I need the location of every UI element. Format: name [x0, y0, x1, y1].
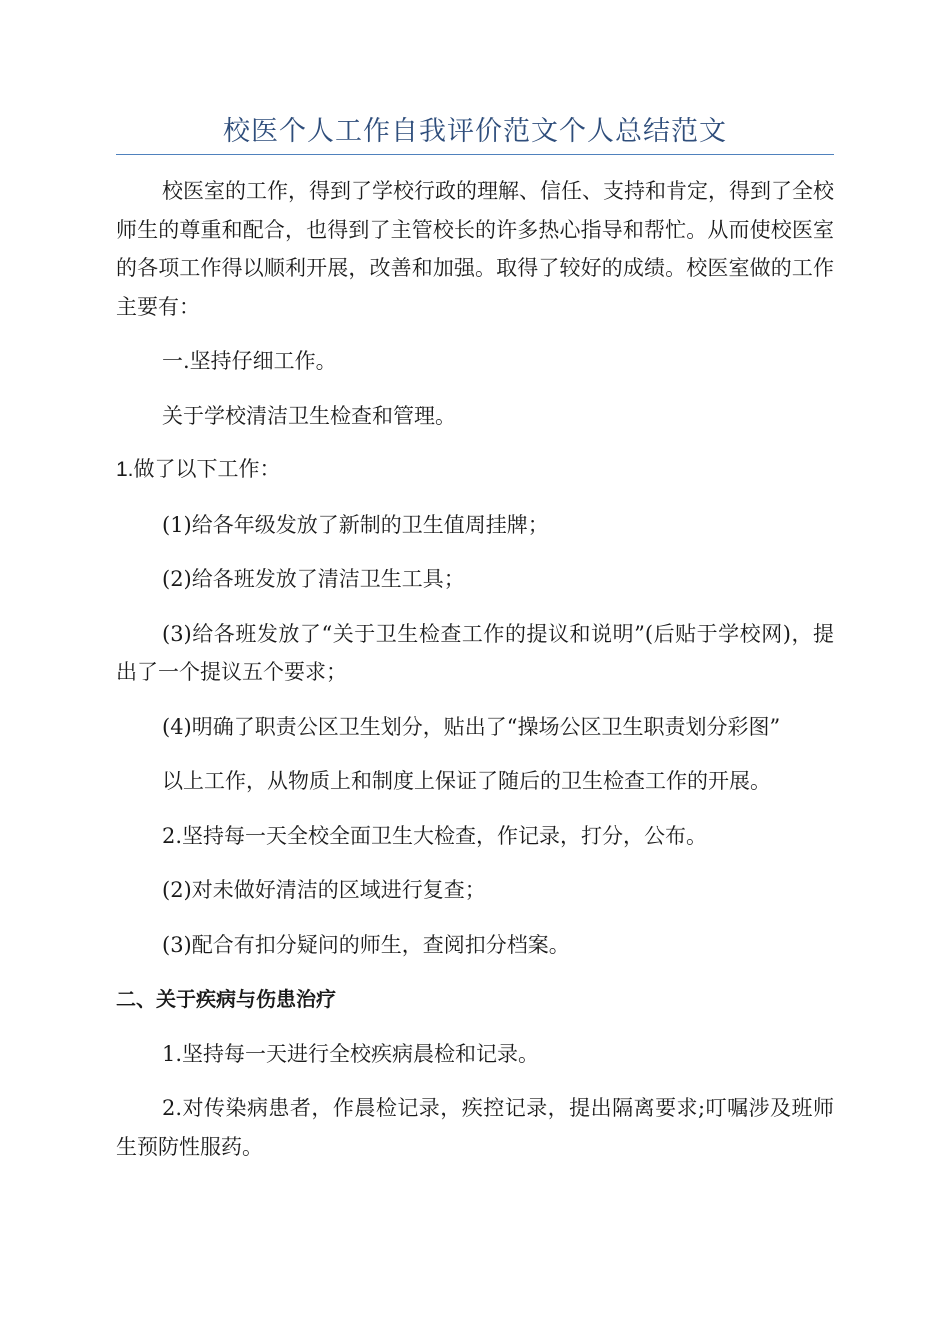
list-item-1d: (4)明确了职责公区卫生划分，贴出了“操场公区卫生职责划分彩图”: [162, 714, 781, 739]
list-item-2c: (3)配合有扣分疑问的师生，查阅扣分档案。: [162, 932, 570, 957]
list-item-1a: (1)给各年级发放了新制的卫生值周挂牌；: [162, 512, 549, 537]
document-title: 校医个人工作自我评价范文个人总结范文: [223, 116, 727, 147]
intro-paragraph: 校医室的工作，得到了学校行政的理解、信任、支持和肯定，得到了全校师生的尊重和配合，也得到了主管校长的许多热心指导和帮忙。从而使校医室的各项工作得以顺利开展，改善和加强。取得了较好的成绩。校医室做的工作主要有：: [116, 179, 834, 319]
list-item-1-summary: 以上工作，从物质上和制度上保证了随后的卫生检查工作的开展。: [162, 769, 771, 793]
section1-subheading: 关于学校清洁卫生检查和管理。: [162, 403, 456, 428]
section2-heading: 二、关于疾病与伤患治疗: [116, 987, 336, 1011]
section2-item-1: 1.坚持每一天进行全校疾病晨检和记录。: [162, 1041, 540, 1066]
list-item-2: 2.坚持每一天全校全面卫生大检查，作记录，打分，公布。: [162, 823, 708, 848]
title-underline: [116, 154, 834, 155]
section1-heading: 一.坚持仔细工作。: [162, 349, 337, 373]
list-item-1b: (2)给各班发放了清洁卫生工具；: [162, 567, 465, 591]
list-item-1: 1.做了以下工作：: [116, 458, 281, 481]
section2-item-2: 2.对传染病患者，作晨检记录，疾控记录，提出隔离要求;叮嘱涉及班师生预防性服药。: [116, 1096, 834, 1159]
document-body: [116, 172, 834, 1166]
list-item-1c: (3)给各班发放了“关于卫生检查工作的提议和说明”(后贴于学校网)，提出了一个提议五个要求；: [116, 621, 834, 684]
list-item-2b: (2)对未做好清洁的区域进行复查；: [162, 878, 486, 902]
